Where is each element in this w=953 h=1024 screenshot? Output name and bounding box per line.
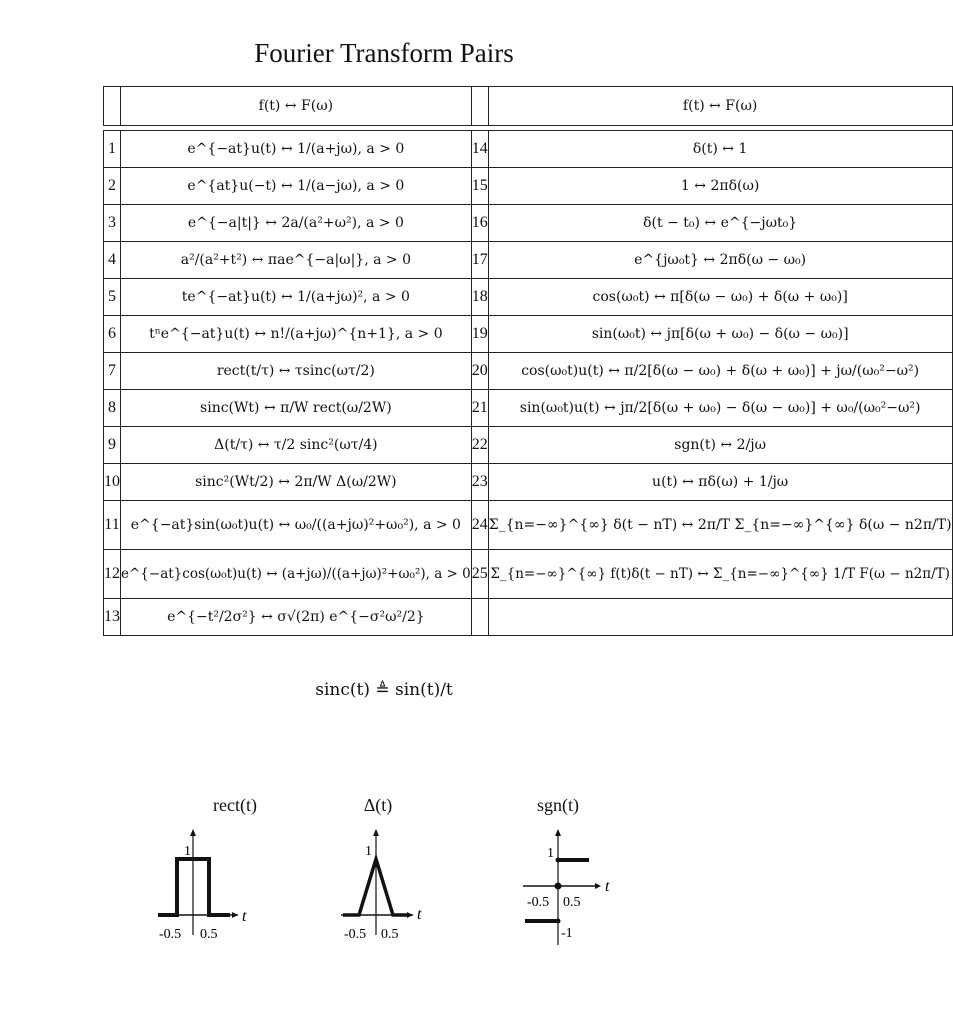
pair-formula-left — [121, 390, 472, 427]
formula-text: sin(ω₀t)u(t) ↔ jπ/2[δ(ω + ω₀) − δ(ω − ω₀)] + ω₀/(ω₀²−ω²) — [519, 400, 921, 416]
formula-text: sin(ω₀t) ↔ jπ[δ(ω + ω₀) − δ(ω − ω₀)] — [591, 326, 849, 342]
triangle-neg-label: -0.5 — [344, 927, 367, 942]
sgn-one-label: 1 — [547, 846, 554, 861]
rect-graph — [150, 825, 320, 955]
pair-formula-left — [121, 599, 472, 636]
pair-number-right: 24 — [471, 501, 488, 550]
pair-formula-left — [121, 242, 472, 279]
pair-number-left: 13 — [104, 599, 121, 636]
sgn-neg-label: -0.5 — [527, 895, 550, 910]
pair-number-right: 19 — [471, 316, 488, 353]
pair-number-right: 17 — [471, 242, 488, 279]
triangle-axis-label: t — [417, 906, 422, 923]
pair-formula-right — [488, 353, 952, 390]
table-row — [104, 501, 953, 550]
pair-formula-left — [121, 316, 472, 353]
pair-formula-left — [121, 501, 472, 550]
table-row — [104, 279, 953, 316]
triangle-graph — [333, 825, 503, 955]
formula-text: δ(t) ↔ 1 — [692, 141, 748, 157]
pair-formula-left — [121, 550, 472, 599]
formula-text: sgn(t) ↔ 2/jω — [674, 437, 766, 453]
triangle-one-label: 1 — [365, 844, 372, 859]
formula-text: Σ_{n=−∞}^{∞} δ(t − nT) ↔ 2π/T Σ_{n=−∞}^{∞} δ(ω − n2π/T) — [488, 517, 952, 533]
pair-formula-right — [488, 168, 952, 205]
pair-number-left: 8 — [104, 390, 121, 427]
pair-number-left: 2 — [104, 168, 121, 205]
triangle-y-arrow-icon — [373, 829, 379, 836]
rect-curve — [158, 859, 230, 915]
pair-number-left: 7 — [104, 353, 121, 390]
sgn-graph — [513, 825, 683, 955]
pair-formula-right — [488, 599, 952, 636]
header-num-right — [471, 87, 488, 126]
pair-formula-right — [488, 390, 952, 427]
pair-formula-left — [121, 168, 472, 205]
sgn-x-arrow-icon — [595, 883, 601, 889]
rect-plot-title: rect(t) — [213, 795, 257, 815]
pair-number-right: 21 — [471, 390, 488, 427]
pair-formula-right — [488, 501, 952, 550]
sgn-top-dot — [556, 858, 561, 863]
pair-formula-left — [121, 353, 472, 390]
formula-text: e^{−a|t|} ↔ 2a/(a²+ω²), a > 0 — [187, 215, 404, 231]
pair-formula-left — [121, 205, 472, 242]
table-row — [104, 390, 953, 427]
pair-number-left: 5 — [104, 279, 121, 316]
pair-formula-left — [121, 464, 472, 501]
table-row — [104, 464, 953, 501]
rect-plot — [150, 795, 320, 955]
table-row — [104, 205, 953, 242]
table-row — [104, 316, 953, 353]
table-row — [104, 168, 953, 205]
formula-text: rect(t/τ) ↔ τsinc(ωτ/2) — [216, 363, 375, 379]
rect-one-label: 1 — [184, 844, 191, 859]
pair-number-left: 1 — [104, 131, 121, 168]
rect-axis-label: t — [242, 908, 247, 925]
header-num-left — [104, 87, 121, 126]
triangle-plot — [333, 795, 503, 955]
triangle-x-arrow-icon — [407, 912, 413, 918]
formula-text: u(t) ↔ πδ(ω) + 1/jω — [652, 474, 789, 490]
sgn-origin-dot — [555, 883, 562, 890]
pair-number-right: 14 — [471, 131, 488, 168]
table-row — [104, 131, 953, 168]
formula-text: cos(ω₀t) ↔ π[δ(ω − ω₀) + δ(ω + ω₀)] — [592, 289, 848, 305]
page-title: Fourier Transform Pairs — [254, 38, 514, 68]
rect-y-arrow-icon — [190, 829, 196, 836]
rect-neg-label: -0.5 — [159, 927, 182, 942]
pair-formula-left — [121, 279, 472, 316]
formula-text: e^{at}u(−t) ↔ 1/(a−jω), a > 0 — [187, 178, 405, 194]
pair-number-left: 4 — [104, 242, 121, 279]
pair-number-left: 10 — [104, 464, 121, 501]
pair-number-right: 15 — [471, 168, 488, 205]
formula-text: te^{−at}u(t) ↔ 1/(a+jω)², a > 0 — [181, 289, 410, 305]
pair-number-right: 16 — [471, 205, 488, 242]
pair-number-left: 11 — [104, 501, 121, 550]
rect-x-arrow-icon — [232, 912, 238, 918]
table-row — [104, 427, 953, 464]
formula-text: sinc(Wt) ↔ π/W rect(ω/2W) — [200, 400, 392, 416]
sinc-definition: sinc(t) ≜ sin(t)/t — [315, 680, 453, 700]
formula-text: e^{jω₀t} ↔ 2πδ(ω − ω₀) — [634, 252, 807, 268]
formula-text: tⁿe^{−at}u(t) ↔ n!/(a+jω)^{n+1}, a > 0 — [149, 326, 443, 342]
formula-text: δ(t − t₀) ↔ e^{−jωt₀} — [643, 215, 798, 231]
formula-text: a²/(a²+t²) ↔ πae^{−a|ω|}, a > 0 — [180, 252, 411, 268]
pair-number-right: 23 — [471, 464, 488, 501]
formula-text: e^{−at}cos(ω₀t)u(t) ↔ (a+jω)/((a+jω)²+ω₀²), a > 0 — [121, 566, 471, 582]
pair-formula-right — [488, 316, 952, 353]
sgn-axis-label: t — [605, 878, 610, 895]
pair-number-right: 22 — [471, 427, 488, 464]
sgn-plot-title: sgn(t) — [537, 795, 579, 815]
formula-text: e^{−at}u(t) ↔ 1/(a+jω), a > 0 — [187, 141, 405, 157]
table-row — [104, 242, 953, 279]
pair-formula-right — [488, 550, 952, 599]
formula-text: e^{−t²/2σ²} ↔ σ√(2π) e^{−σ²ω²/2} — [167, 609, 425, 625]
pair-number-right: 25 — [471, 550, 488, 599]
table-row — [104, 353, 953, 390]
pair-number-right — [471, 599, 488, 636]
pair-number-right: 18 — [471, 279, 488, 316]
formula-text: Σ_{n=−∞}^{∞} f(t)δ(t − nT) ↔ Σ_{n=−∞}^{∞} 1/T F(ω − n2π/T) — [490, 566, 950, 582]
pair-formula-right — [488, 205, 952, 242]
pair-formula-right — [488, 464, 952, 501]
pair-number-left: 3 — [104, 205, 121, 242]
pair-formula-right — [488, 427, 952, 464]
pair-formula-right — [488, 131, 952, 168]
pair-formula-left — [121, 131, 472, 168]
pair-number-left: 12 — [104, 550, 121, 599]
sgn-bottom-dot — [556, 919, 561, 924]
triangle-plot-title: Δ(t) — [363, 795, 393, 815]
formula-text: sinc²(Wt/2) ↔ 2π/W Δ(ω/2W) — [195, 474, 397, 490]
transform-table — [103, 86, 953, 636]
pair-number-left: 6 — [104, 316, 121, 353]
sgn-minus-one-label: -1 — [561, 926, 573, 941]
pair-number-left: 9 — [104, 427, 121, 464]
pair-formula-left — [121, 427, 472, 464]
formula-text: cos(ω₀t)u(t) ↔ π/2[δ(ω − ω₀) + δ(ω + ω₀)] + jω/(ω₀²−ω²) — [521, 363, 920, 379]
header-pair-right: f(t) ↔ F(ω) — [488, 87, 952, 126]
pair-number-right: 20 — [471, 353, 488, 390]
formula-text: 1 ↔ 2πδ(ω) — [680, 178, 760, 194]
rect-pos-label: 0.5 — [200, 927, 218, 942]
table-header-row — [104, 87, 953, 126]
sgn-plot — [513, 795, 683, 955]
triangle-pos-label: 0.5 — [381, 927, 399, 942]
table-body — [104, 126, 953, 636]
sgn-y-arrow-icon — [555, 829, 561, 836]
formula-text: e^{−at}sin(ω₀t)u(t) ↔ ω₀/((a+jω)²+ω₀²), a > 0 — [130, 517, 461, 533]
table-row — [104, 550, 953, 599]
pair-formula-right — [488, 242, 952, 279]
triangle-curve — [343, 859, 407, 915]
table-row — [104, 599, 953, 636]
formula-text: Δ(t/τ) ↔ τ/2 sinc²(ωτ/4) — [214, 437, 378, 453]
pair-formula-right — [488, 279, 952, 316]
sgn-pos-label: 0.5 — [563, 895, 581, 910]
header-pair-left: f(t) ↔ F(ω) — [121, 87, 472, 126]
